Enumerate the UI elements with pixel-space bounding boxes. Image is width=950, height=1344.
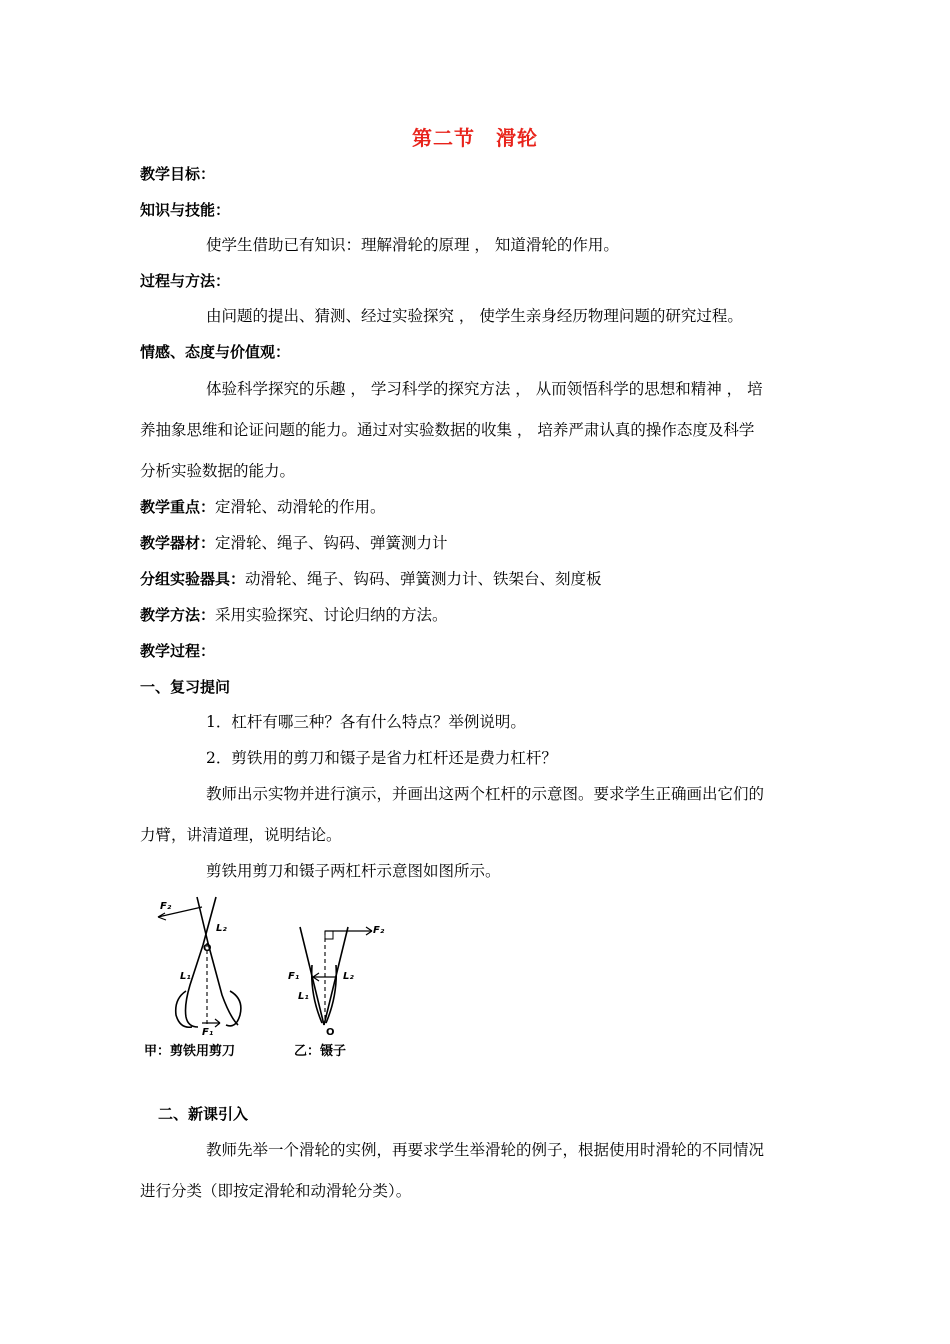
group-equipment bbox=[140, 568, 602, 590]
objectives-heading: 教学目标： bbox=[140, 165, 216, 183]
group-equipment-text: 动滑轮、绳子、钩码、弹簧测力计、铁架台、刻度板 bbox=[245, 570, 602, 588]
label-f1-left: F₁ bbox=[202, 1027, 214, 1038]
label-l2-left: L₂ bbox=[216, 923, 227, 934]
process-main-heading: 教学过程： bbox=[140, 642, 216, 660]
section2-line-1: 教师先举一个滑轮的实例，再要求学生举滑轮的例子，根据使用时滑轮的不同情况 bbox=[206, 1141, 765, 1159]
section2-line-2: 进行分类（即按定滑轮和动滑轮分类）。 bbox=[140, 1182, 412, 1200]
label-o-right: O bbox=[326, 1027, 335, 1038]
knowledge-heading: 知识与技能： bbox=[140, 201, 231, 219]
key-point-text: 定滑轮、动滑轮的作用。 bbox=[215, 498, 386, 516]
question-1: 1．杠杆有哪三种？各有什么特点？举例说明。 bbox=[206, 713, 526, 731]
emotion-line-1: 体验科学探究的乐趣 ， 学习科学的探究方法 ， 从而领悟科学的思想和精神 ， 培 bbox=[206, 380, 763, 398]
equipment bbox=[140, 532, 448, 554]
caption-tweezers: 乙：镊子 bbox=[294, 1044, 347, 1059]
key-point bbox=[140, 496, 386, 518]
key-point-label: 教学重点： bbox=[140, 498, 216, 516]
label-f2-right: F₂ bbox=[373, 925, 385, 936]
section2-heading: 二、新课引入 bbox=[158, 1105, 249, 1123]
equipment-label: 教学器材： bbox=[140, 534, 216, 552]
method-text: 采用实验探究、讨论归纳的方法。 bbox=[215, 606, 448, 624]
section1-para-line-1: 教师出示实物并进行演示，并画出这两个杠杆的示意图。要求学生正确画出它们的 bbox=[206, 785, 765, 803]
figure-intro: 剪铁用剪刀和镊子两杠杆示意图如图所示。 bbox=[206, 862, 501, 880]
page-title: 第二节 滑轮 bbox=[412, 126, 538, 150]
lever-diagram-figure bbox=[140, 895, 394, 1073]
process-text: 由问题的提出、猜测、经过实验探究 ， 使学生亲身经历物理问题的研究过程。 bbox=[206, 307, 743, 325]
process-heading: 过程与方法： bbox=[140, 272, 231, 290]
question-2: 2．剪铁用的剪刀和镊子是省力杠杆还是费力杠杆？ bbox=[206, 749, 557, 767]
emotion-line-3: 分析实验数据的能力。 bbox=[140, 462, 296, 480]
label-l2-right: L₂ bbox=[343, 971, 354, 982]
label-o-left: O bbox=[203, 943, 212, 954]
method bbox=[140, 604, 448, 626]
method-label: 教学方法： bbox=[140, 606, 216, 624]
label-l1-right: L₁ bbox=[298, 991, 309, 1002]
emotion-line-2: 养抽象思维和论证问题的能力。通过对实验数据的收集 ， 培养严肃认真的操作态度及科学 bbox=[140, 421, 755, 439]
caption-scissors: 甲：剪铁用剪刀 bbox=[144, 1044, 236, 1059]
label-f1-right: F₁ bbox=[288, 971, 300, 982]
label-l1-left: L₁ bbox=[180, 971, 191, 982]
emotion-heading: 情感、态度与价值观： bbox=[140, 343, 291, 361]
equipment-text: 定滑轮、绳子、钩码、弹簧测力计 bbox=[215, 534, 448, 552]
knowledge-text: 使学生借助已有知识：理解滑轮的原理 ， 知道滑轮的作用。 bbox=[206, 236, 619, 254]
section1-para-line-2: 力臂，讲清道理，说明结论。 bbox=[140, 826, 342, 844]
group-equipment-label: 分组实验器具： bbox=[140, 570, 246, 588]
section1-heading: 一、复习提问 bbox=[140, 678, 231, 696]
label-f2-left: F₂ bbox=[160, 901, 172, 912]
